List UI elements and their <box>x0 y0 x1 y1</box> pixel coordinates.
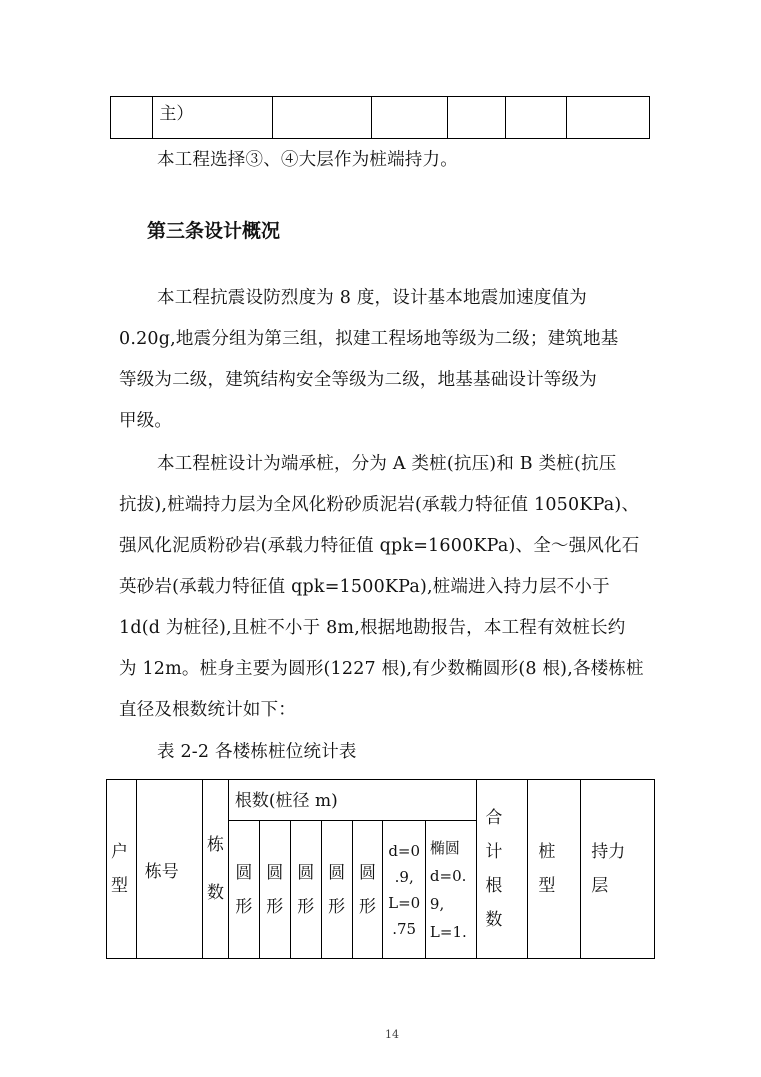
header-count-group: 根数(桩径 m) <box>228 780 476 821</box>
header-pile-type: 桩 型 <box>528 780 581 959</box>
header-elliptical: 椭圆 d=0. 9, L=1. <box>425 821 476 959</box>
table-cell <box>505 97 566 139</box>
table-cell <box>111 97 153 139</box>
paragraph-line: 甲级。 <box>119 411 173 431</box>
header-circular-5: 圆 形 <box>352 821 383 959</box>
header-unit-type: 户 型 <box>107 780 137 959</box>
header-building-no: 栋号 <box>136 780 202 959</box>
section-heading: 第三条设计概况 <box>147 220 281 242</box>
header-building-count: 栋 数 <box>203 780 229 959</box>
header-bearing-layer: 持力 层 <box>581 780 655 959</box>
table-cell: 主） <box>153 97 273 139</box>
table-row <box>111 97 650 139</box>
soil-layer-table-fragment <box>110 96 650 139</box>
bearing-layer-sentence: 本工程选择③、④大层作为桩端持力。 <box>157 150 458 170</box>
paragraph-line: 本工程抗震设防烈度为 8 度，设计基本地震加速度值为 <box>157 288 587 308</box>
page-number: 14 <box>385 1028 399 1041</box>
paragraph-line: 直径及根数统计如下： <box>119 700 296 720</box>
table-header-row <box>107 780 655 821</box>
header-d09-l075: d=0 .9, L=0 .75 <box>383 821 425 959</box>
paragraph-line: 英砂岩(承载力特征值 qpk=1500KPa),桩端进入持力层不小于 <box>119 577 610 597</box>
table-cell <box>567 97 650 139</box>
paragraph-line: 0.20g,地震分组为第三组，拟建工程场地等级为二级；建筑地基 <box>119 329 619 349</box>
table-caption: 表 2-2 各楼栋桩位统计表 <box>157 742 357 762</box>
header-total: 合 计 根 数 <box>477 780 528 959</box>
pile-statistics-table <box>106 779 655 959</box>
table-cell <box>273 97 372 139</box>
header-circular-4: 圆 形 <box>321 821 352 959</box>
table-cell <box>371 97 447 139</box>
paragraph-line: 强风化泥质粉砂岩(承载力特征值 qpk=1600KPa)、全～强风化石 <box>119 536 640 556</box>
paragraph-line: 等级为二级，建筑结构安全等级为二级，地基基础设计等级为 <box>119 370 597 390</box>
header-circular-2: 圆 形 <box>259 821 290 959</box>
paragraph-line: 抗拔),桩端持力层为全风化粉砂质泥岩(承载力特征值 1050KPa)、 <box>119 495 640 515</box>
paragraph-line: 1d(d 为桩径),且桩不小于 8m,根据地勘报告，本工程有效桩长约 <box>119 618 626 638</box>
paragraph-line: 本工程桩设计为端承桩，分为 A 类桩(抗压)和 B 类桩(抗压 <box>157 454 617 474</box>
header-circular-1: 圆 形 <box>228 821 259 959</box>
table-cell <box>447 97 505 139</box>
header-circular-3: 圆 形 <box>290 821 321 959</box>
paragraph-line: 为 12m。桩身主要为圆形(1227 根),有少数椭圆形(8 根),各楼栋桩 <box>119 659 644 679</box>
